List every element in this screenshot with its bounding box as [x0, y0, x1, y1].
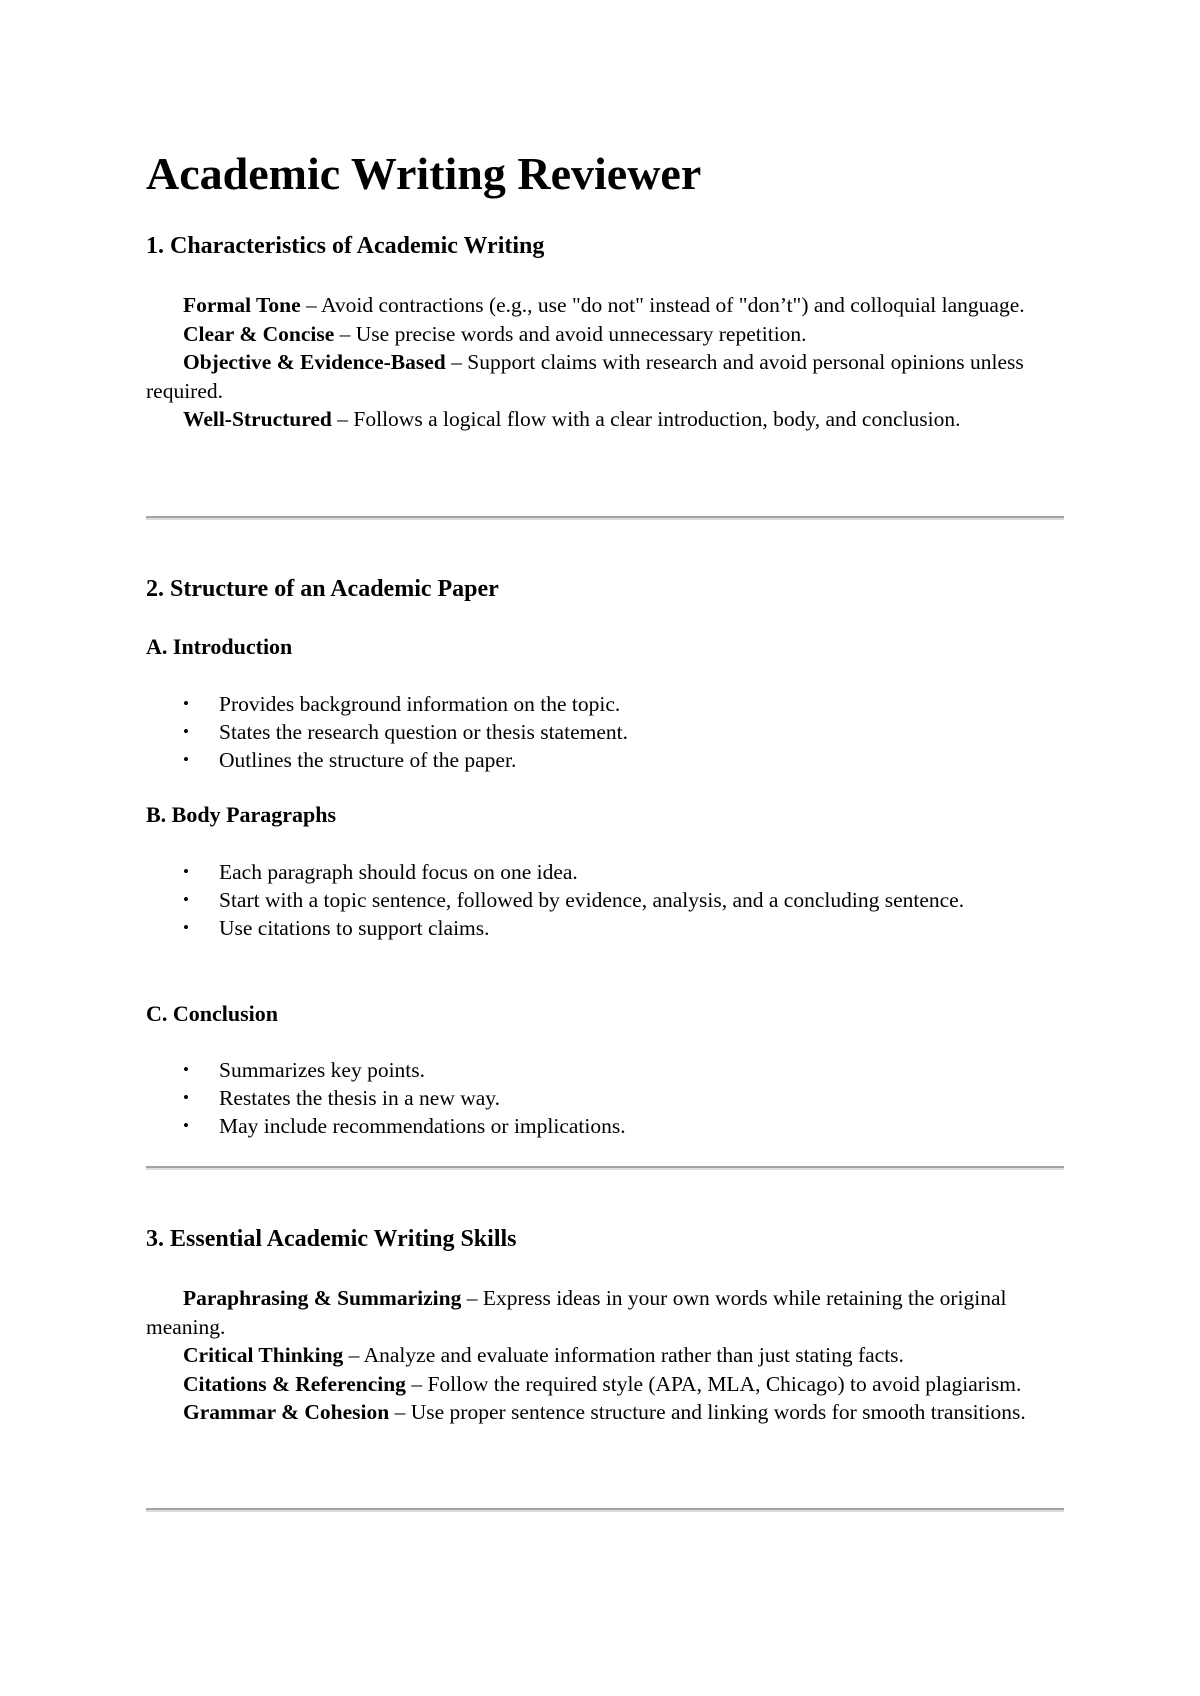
- item-term: Objective & Evidence-Based: [183, 350, 446, 374]
- item-term: Well-Structured: [183, 407, 332, 431]
- characteristic-item: [146, 405, 1062, 434]
- item-desc: – Use proper sentence structure and linking words for smooth transitions.: [389, 1400, 1026, 1424]
- item-desc: – Support claims with research and avoid personal opinions unless required.: [146, 350, 1024, 403]
- list-item: [146, 1084, 1062, 1112]
- section-2-heading: 2. Structure of an Academic Paper: [146, 576, 499, 602]
- introduction-bullet-list: [146, 690, 1062, 774]
- list-item: [146, 858, 1062, 886]
- item-term: Grammar & Cohesion: [183, 1400, 390, 1424]
- item-term: Paraphrasing & Summarizing: [183, 1286, 462, 1310]
- list-item: [146, 1112, 1062, 1140]
- list-item-text: Start with a topic sentence, followed by evidence, analysis, and a concluding sentence.: [219, 888, 965, 912]
- item-term: Formal Tone: [183, 293, 301, 317]
- list-item-text: Use citations to support claims.: [219, 916, 490, 940]
- characteristic-item: [146, 320, 1062, 349]
- subsection-body-paragraphs-heading: B. Body Paragraphs: [146, 802, 337, 827]
- skill-item: [146, 1284, 1062, 1341]
- list-item: [146, 886, 1062, 914]
- section-1-heading: 1. Characteristics of Academic Writing: [146, 233, 545, 259]
- horizontal-divider: [146, 1508, 1064, 1512]
- section-1-body: [146, 291, 1062, 434]
- body-paragraphs-bullet-list: [146, 858, 1062, 942]
- bullet-icon: •: [183, 890, 189, 909]
- item-desc: – Use precise words and avoid unnecessary repetition.: [334, 321, 807, 346]
- section-3-body: [146, 1284, 1062, 1427]
- skill-item: [146, 1370, 1062, 1399]
- subsection-conclusion-heading: C. Conclusion: [146, 1001, 279, 1026]
- list-item: [146, 914, 1062, 942]
- list-item-text: Outlines the structure of the paper.: [219, 748, 517, 772]
- characteristic-item: [146, 291, 1062, 320]
- section-3-heading: 3. Essential Academic Writing Skills: [146, 1226, 517, 1252]
- horizontal-divider: [146, 516, 1064, 520]
- list-item-text: Summarizes key points.: [219, 1058, 426, 1082]
- list-item-text: Each paragraph should focus on one idea.: [219, 860, 578, 884]
- bullet-icon: •: [183, 750, 189, 769]
- list-item: [146, 746, 1062, 774]
- list-item: [146, 718, 1062, 746]
- bullet-icon: •: [183, 722, 189, 741]
- skill-item: [146, 1398, 1062, 1427]
- bullet-icon: •: [183, 862, 189, 881]
- item-desc: – Follow the required style (APA, MLA, Chicago) to avoid plagiarism.: [405, 1371, 1022, 1396]
- item-term: Citations & Referencing: [183, 1371, 406, 1396]
- item-term: Clear & Concise: [183, 321, 335, 346]
- horizontal-divider: [146, 1166, 1064, 1170]
- list-item-text: Restates the thesis in a new way.: [219, 1086, 501, 1110]
- bullet-icon: •: [183, 1060, 189, 1079]
- bullet-icon: •: [183, 918, 189, 937]
- item-desc: – Express ideas in your own words while retaining the original meaning.: [146, 1286, 1007, 1339]
- bullet-icon: •: [183, 694, 189, 713]
- list-item-text: Provides background information on the topic.: [219, 692, 621, 716]
- conclusion-bullet-list: [146, 1056, 1062, 1140]
- item-desc: – Follows a logical flow with a clear introduction, body, and conclusion.: [331, 407, 961, 431]
- item-desc: – Analyze and evaluate information rather than just stating facts.: [343, 1343, 904, 1367]
- list-item: [146, 1056, 1062, 1084]
- list-item-text: States the research question or thesis statement.: [219, 720, 628, 744]
- bullet-icon: •: [183, 1088, 189, 1107]
- characteristic-item: [146, 348, 1062, 405]
- bullet-icon: •: [183, 1116, 189, 1135]
- list-item: [146, 690, 1062, 718]
- item-desc: – Avoid contractions (e.g., use "do not" instead of "don’t") and colloquial language.: [300, 293, 1025, 317]
- subsection-introduction-heading: A. Introduction: [146, 634, 293, 659]
- item-term: Critical Thinking: [183, 1343, 344, 1367]
- list-item-text: May include recommendations or implications.: [219, 1114, 626, 1138]
- skill-item: [146, 1341, 1062, 1370]
- document-title: Academic Writing Reviewer: [146, 148, 702, 199]
